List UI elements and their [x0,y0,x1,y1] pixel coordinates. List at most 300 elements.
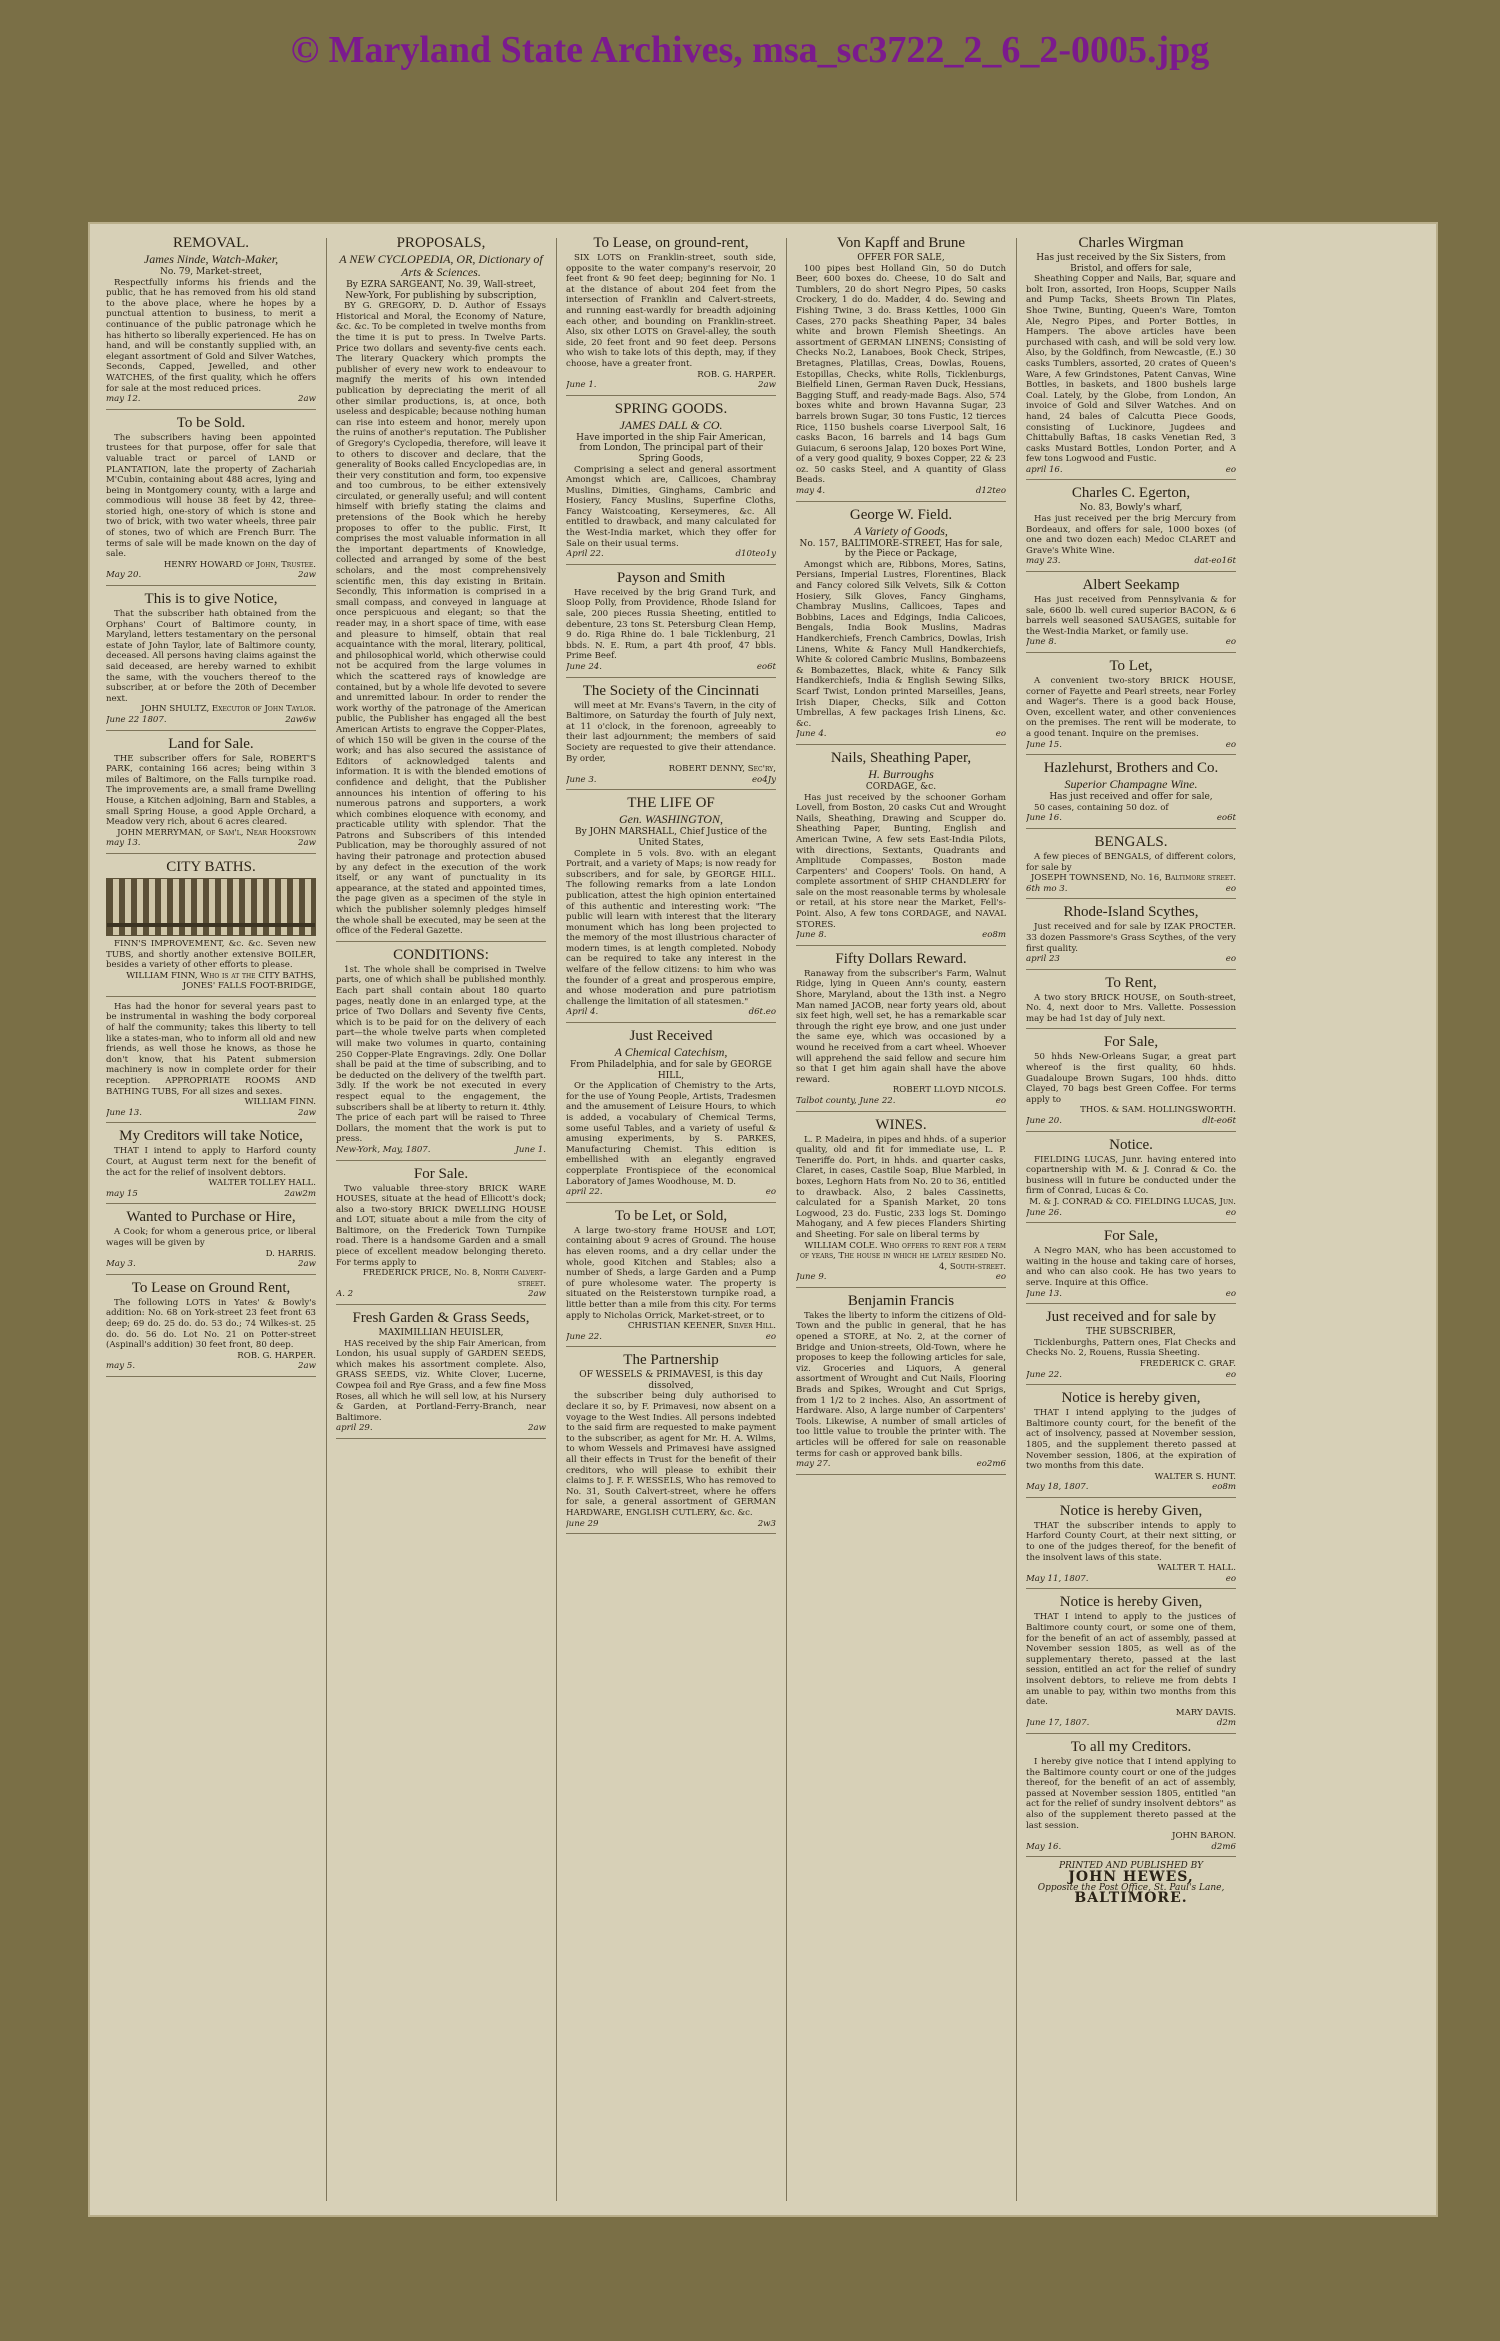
ad-date: June 22. [1026,1369,1062,1380]
ad-subheading: Has just received by the Six Sisters, from Bristol, and offers for sale, [1036,253,1226,274]
ad-heading: THE LIFE OF [627,795,715,812]
ad-date: June 13. [106,1107,142,1118]
ad-subheading: Has just received and offer for sale, [1049,792,1213,803]
ad-dateline [566,1007,776,1018]
ad-date: April 22. [566,549,604,560]
ad-date: June 24. [566,662,602,672]
ad-dateline [106,838,316,849]
ad-date: april 16. [1026,464,1063,475]
ad-tag: 2aw2m [284,1188,316,1199]
ad-date: May 16. [1026,1841,1062,1852]
ad-heading: Land for Sale. [168,735,254,752]
ad-signature: M. & J. CONRAD & CO. FIELDING LUCAS, Jun. [1029,1197,1236,1207]
ad-subheading: No. 79, Market-street, [159,267,263,277]
ad-signature: JOSEPH TOWNSEND, No. 16, Baltimore street. [1030,873,1236,884]
ad-tag: 2aw [528,1289,546,1300]
ad-tag: 2aw [298,394,316,405]
ad-tag: 2aw6w [285,714,316,725]
ad-date: June 22 1807. [106,714,167,725]
ad-tag: eo6t [756,662,776,672]
ad-tag: eo [995,729,1006,740]
ad-dateline [566,1187,776,1198]
ad-title: A Variety of Goods, [854,523,948,538]
newspaper-page [88,222,1438,2217]
ad-body: L. P. Madeira, in pipes and hhds. of a superior quality, old and fit for immediate use, L. P. Teneriffe do. Port, in hhds. and quarter casks, Claret, in cases, Castile Soap, Blue Marbled, in boxes, Leghorn Hats from No. 20 to 36, entitled to drawback. Also, 2 bales Cassinetts, calculated for a Spanish Market, 20 tons Logwood, 23 do. Fustic, 233 logs St. Domingo Mahogany, and A few pieces Flanders Shirting and Sheeting. For sale on liberal terms by [796,1134,1006,1240]
advertisement [1026,1225,1236,1304]
ad-date: Talbot county, June 22. [796,1095,896,1106]
advertisement [106,733,316,854]
ad-heading: For Sale, [1103,1034,1159,1051]
ad-date: May 11, 1807. [1026,1573,1089,1584]
ad-heading: Benjamin Francis [847,1292,955,1309]
ad-dateline [106,1108,316,1119]
ad-dateline [796,930,1006,941]
ad-body: Respectfully informs his friends and the public, that he has removed from his old stand to the above place, where he hopes by a punctual attention to business, to merit a continuance of the public patronage which he has hitherto so liberally experienced. He has on hand, and will be constantly supplied with, an elegant assortment of Gold and Silver Watches, Seconds, Capped, Jewelled, and other WATCHES, of the first quality, which he offers for sale at the most reduced prices. [106,277,316,394]
ad-subheading: CORDAGE, &c. [865,781,937,792]
ad-dateline [1026,1482,1236,1493]
advertisement [106,1125,316,1204]
ad-date: June 4. [796,729,827,740]
ad-tag: June 1. [515,1144,546,1155]
ad-body: THAT I intend applying to the judges of Baltimore county court, for the benefit of the act of insolvency, passed at November session, 1805, and the supplement thereto passed at November session, 1806, at the expiration of two months from this date. [1026,1408,1236,1472]
advertisement [336,944,546,1161]
ad-heading: My Creditors will take Notice, [119,1128,303,1145]
ad-dateline [1026,1842,1236,1853]
ad-date: June 15. [1026,739,1062,750]
ad-date: New-York, May, 1807. [336,1144,431,1155]
ad-dateline [106,1259,316,1270]
ad-subheading: From Philadelphia, and for sale by GEORGE HILL, [570,1060,772,1081]
ad-heading: Just received and for sale by [1045,1309,1217,1326]
ad-heading: Wanted to Purchase or Hire, [126,1209,296,1226]
ad-date: June 13. [1026,1288,1062,1299]
ad-dateline [796,1272,1006,1283]
ad-signature: WALTER T. HALL. [1157,1563,1236,1574]
ad-tag: 2aw [528,1423,546,1434]
ad-dateline [1026,1370,1236,1381]
ad-dateline [1026,1574,1236,1585]
ad-heading: Charles Wirgman [1078,235,1184,251]
ad-dateline [106,570,316,581]
ad-date: May 3. [106,1259,136,1270]
advertisement [336,1307,546,1439]
ad-heading: For Sale, [1103,1228,1159,1245]
ad-heading: SPRING GOODS. [614,400,728,417]
ad-dateline [796,486,1006,497]
advertisement [106,999,316,1124]
advertisement [1026,1500,1236,1590]
advertisement [1026,972,1236,1030]
ad-tag: d12teo [975,486,1006,497]
column-5 [1026,232,1236,2207]
ad-heading: To be Let, or Sold, [614,1207,728,1224]
ad-date: may 12. [106,394,141,405]
ad-tag: eo [1225,739,1236,750]
ad-dateline [1026,1208,1236,1219]
ad-signature: WALTER TOLLEY HALL. [208,1178,316,1189]
column-3 [566,232,776,2207]
ad-title: A NEW CYCLOPEDIA, OR, Dictionary of Arts & Sciences. [339,252,543,279]
ad-signature: ROB. G. HARPER. [237,1350,316,1361]
ad-date: June 16. [1026,813,1062,824]
ad-dateline [106,1189,316,1200]
ad-date: april 22. [566,1187,603,1198]
ad-dateline [336,1423,546,1434]
ad-body: Just received and for sale by IZAK PROCTER. 33 dozen Passmore's Grass Scythes, of the very first quality. [1026,922,1236,954]
ad-heading: Notice is hereby Given, [1059,1502,1203,1519]
advertisement [106,232,316,410]
ad-heading: Just Received [629,1028,713,1045]
ad-body: Amongst which are, Ribbons, Mores, Satins, Persians, Imperial Lustres, Florentines, Black and Fancy colored Silk Velvets, Silk & Cotton Hosiery, Silk Gloves, Fancy Ginghams, Chambray Muslins, Callicoes, Tapes and Bobbins, Laces and Edgings, India Calicoes, Bengals, India Book Muslins, Madras Handkerchiefs, French Cambrics, Dowlas, Irish Linens, White & Fancy Mull Handkerchiefs, White & colored Cambric Muslins, Bombazeens & Bombazettes, Black, white & Fancy Silk Handkerchiefs, India & English Sewing Silks, Scarf Twist, London printed Marseilles, Jeans, Irish Diaper, Checks, Silk and Cotton Umbrellas, A few packages Irish Linens, &c. &c. [796,559,1006,729]
ad-heading: To be Sold. [176,414,246,431]
ad-body: That the subscriber hath obtained from the Orphans' Court of Baltimore county, in Maryland, letters testamentary on the personal estate of John Taylor, late of Baltimore county, deceased. All persons having claims against the said deceased, are hereby warned to exhibit the same, with the vouchers thereof to the subscriber, at or before the 20th of December next. [106,609,316,704]
ad-body: The subscribers having been appointed trustees for that purpose, offer for sale that valuable tract or parcel of LAND or PLANTATION, late the property of Zachariah M'Cubin, containing about 488 acres, lying and being in Montgomery county, with a large and commodious will house 38 feet by 42, three-storied high, one-story of which is stone and two of brick, with two water wheels, three pair of stones, two of which are French Burr. The terms of sale will be made known on the day of sale. [106,432,316,560]
ad-tag: 2aw [298,570,316,581]
ad-heading: WINES. [875,1116,927,1133]
advertisement [796,1290,1006,1475]
ad-tag: eo8m [982,930,1006,941]
ad-signature: JOHN BARON. [1172,1831,1236,1842]
ad-signature: FREDERICK PRICE, No. 8, North Calvert-street. [362,1268,546,1289]
ad-signature: CHRISTIAN KEENER, Silver Hill. [627,1321,776,1332]
ad-date: June 22. [566,1331,602,1342]
ad-body: THAT I intend to apply to Harford county Court, at August term next for the benefit of the act for the relief of insolvent debtors. [106,1146,316,1178]
ad-body: Or the Application of Chemistry to the Arts, for the use of Young People, Artists, Tradesmen and the amusement of Leisure Hours, to which is added, a vocabulary of Chemical Terms, some useful Tables, and a variety of useful & amusing experiments, by S. PARKES, Manufacturing Chemist. This edition is embellished with an elegantly engraved copperplate Frontispiece of the economical Laboratory of James Woodhouse, M. D. [566,1081,776,1187]
ad-body: Ticklenburghs, Pattern ones, Flat Checks and Checks No. 2, Rouens, Russia Sheeting. [1026,1337,1236,1359]
ad-heading: Notice is hereby given, [1061,1390,1201,1407]
ad-body: will meet at Mr. Evans's Tavern, in the city of Baltimore, on Saturday the fourth of July next, at 11 o'clock, in the forenoon, agreeably to their last adjournment; the members of said Society are requested to give their attendance. By order, [566,700,776,764]
ad-tag: 2w3 [757,1518,776,1529]
ad-body: A two story BRICK HOUSE, on South-street, No. 4, next door to Mrs. Vallette. Possession may be had 1st day of July next. [1026,992,1236,1024]
ad-tag: eo [1225,1573,1236,1584]
ad-date: may 4. [796,486,826,497]
ad-date: 6th mo 3. [1026,883,1068,894]
ad-date: A. 2 [336,1289,354,1300]
ad-tag: 2aw [758,380,776,391]
ad-date: May 20. [106,570,142,581]
ad-heading: To Let, [1109,658,1153,674]
advertisement [566,1025,776,1203]
ad-signature: ROBERT LLOYD NICOLS. [892,1085,1006,1096]
advertisement [1026,831,1236,899]
ad-body: FIELDING LUCAS, Junr. having entered into copartnership with M. & J. Conrad & Co. the business will in future be conducted under the firm of Conrad, Lucas & Co. [1026,1154,1236,1197]
ad-dateline [1026,740,1236,751]
ad-date: June 20. [1026,1116,1062,1127]
advertisement [566,1349,776,1534]
ad-dateline [1026,1289,1236,1300]
advertisement [1026,757,1236,829]
ad-body: The following LOTS in Yates' & Bowly's addition: No. 68 on York-street 23 feet front 63 deep; 69 do. 25 do. do. 53 do.; 74 Wilkes-st. 25 do. do. 56 do. Lot No. 21 on Potter-street (Aspinall's addition) 30 feet front, 80 deep. [106,1297,316,1351]
ad-body: Two valuable three-story BRICK WARE HOUSES, situate at the head of Ellicott's dock; also a two-story BRICK DWELLING HOUSE and LOT, situate about a mile from the city of Baltimore, on the Frederick Town Turnpike road. There is a handsome Garden and a small piece of excellent meadow belonging thereto. For terms apply to [336,1183,546,1268]
advertisement [566,1205,776,1348]
advertisement [566,567,776,678]
ad-tag: eo4Jy [751,774,776,785]
ad-signature: MARY DAVIS. [1175,1707,1236,1718]
advertisement [796,948,1006,1112]
ad-signature: HENRY HOWARD of John, Trustee. [163,559,316,570]
ad-heading: CITY BATHS. [166,858,256,875]
ad-tag: eo [995,1272,1006,1283]
ad-signature: FREDERICK C. GRAF. [1139,1358,1236,1369]
advertisement [566,680,776,791]
ad-dateline [1026,954,1236,965]
advertisement [106,856,316,997]
ad-body: Comprising a select and general assortment Amongst which are, Callicoes, Chambray Muslins, Dimities, Ginghams, Cambric and Hosiery, Fancy Muslins, Superfine Cloths, Fancy Waistcoating, Kerseymeres, &c. All entitled to drawback, and many calculated for the West-India market, which they offer for Sale on their usual terms. [566,464,776,549]
ad-date: may 23. [1026,556,1061,567]
ad-signature: THOS. & SAM. HOLLINGSWORTH. [1080,1105,1236,1116]
ad-title: Gen. WASHINGTON, [619,812,723,827]
ad-date: may 15 [106,1188,138,1199]
ad-date: June 8. [1026,637,1057,648]
ad-date: june 29 [566,1518,599,1529]
ad-tag: eo8m [1212,1482,1236,1493]
ad-heading: For Sale. [413,1165,469,1182]
ad-signature: WILLIAM COLE. Who offers to rent for a term of years, The house in which he lately resided No. 4, South-street. [799,1240,1006,1272]
ad-body: Takes the liberty to inform the citizens of Old-Town and the public in general, that he has opened a STORE, at No. 2, at the corner of Bridge and Union-streets, Old-Town, where he proposes to keep the following articles for sale, viz. Groceries and Liquors, A general assortment of Wrought and Cut Nails, Flooring Brads and Spikes, Wrought and Cut Sprigs, from 1 1/2 to 2 inches. Also, An assortment of Hardware. Also, A large number of Carpenters' Tools. Likewise, A number of small articles of too little value to trouble the printer with. The articles will be offered for sale on reasonable terms for cash or approved bank bills. [796,1310,1006,1459]
advertisement [566,398,776,565]
ad-body: FINN'S IMPROVEMENT, &c. &c. Seven new TUBS, and shortly another extensive BOILER, besides a variety of other efforts to please. [106,938,316,971]
ad-body: Has just received by the schooner Gorham Lovell, from Boston, 20 casks Cut and Wrought Nails, Sheathing, Drawing and Scupper do. Sheathing Paper, Bunting, English and American Twine, A few sets East-India Pilots, with directions, Sextants, Quadrants and Amplitude Compasses, Boston made Carpenters' and Coopers' Tools. On hand, A complete assortment of SHIP CHANDLERY for sale on the most reasonable terms by wholesale or retail, at his store near the Market, Fell's-Point. Also, A few tons CORDAGE, and NAVAL STORES. [796,792,1006,930]
ad-body: A large two-story frame HOUSE and LOT, containing about 9 acres of Ground. The house has eleven rooms, and a dry cellar under the whole, good Kitchen and Stables; also a number of Sheds, a large Garden and a Pump of pure wholesome water. The property is situated on the Reisterstown turnpike road, a little better than a mile from this city. For terms apply to Nicholas Orrick, Market-street, or to [566,1225,776,1321]
ad-body: Has just received from Pennsylvania & for sale, 6600 lb. well cured superior BACON, & 6 barrels well seasoned SAUSAGES, suitable for the West-India Market, or family use. [1026,595,1236,637]
ad-dateline [566,1332,776,1343]
advertisement [1026,232,1236,480]
ad-date: June 8. [796,930,827,941]
ad-signature: WALTER S. HUNT. [1154,1471,1236,1482]
ad-body: A few pieces of BENGALS, of different colors, for sale by [1026,851,1236,873]
ad-subheading: By EZRA SARGEANT, No. 39, Wall-street, New-York, For publishing by subscription, [345,280,537,301]
advertisement [1026,655,1236,755]
ad-heading: Rhode-Island Scythes, [1063,904,1199,921]
advertisement [796,747,1006,946]
ad-heading: Charles C. Egerton, [1071,485,1191,502]
ad-heading: To Lease on Ground Rent, [131,1279,291,1296]
ad-date: april 29. [336,1423,373,1434]
advertisement [106,412,316,586]
ad-body: BY G. GREGORY, D. D. Author of Essays Historical and Moral, the Economy of Nature, &c. &c. To be completed in twelve months from the time it is put to press. In Twelve Parts. Price two dollars and seventy-five cents each. The literary Quackery which prompts the publisher of every new work to endeavour to magnify the merits of his own intended publication by depreciating the merit of all other similar productions, is, at once, both useless and despicable; because nothing human can rise into esteem and honor, merely upon the ruins of another's reputation. The Publisher of Gregory's Cyclopedia, therefore, will leave it to others to discover and declare, that the generality of Books called Encyclopedias are, in their very constitution and form, too expensive and too cumbrous, to be either extensively circulated, or generally useful; and will content himself with briefly stating the claims and pretensions of the Book which he hereby proposes to offer to the public. First, It comprises the most valuable information in all the important departments of Knowledge, collected and arranged by some of the best scholars, and the most comprehensively scientific men, this day existing in Britain. Secondly, This information is comprised in a small compass, and conveyed in language at once perspicuous and elegant; so that the reader may, in a short space of time, with ease and pleasure to himself, obtain that real acquaintance with the moral, literary, political, and philosophical world, which otherwise could not be acquired from the large volumes in which the scattered rays of knowledge are contained, but by a whole life devoted to severe and unremitted labour. In order to render the work worthy of the patronage of the American public, the Publisher has engaged all the best American Artists to engrave the Copper-Plates, of which 150 will be given in the course of the work; and has also secured the assistance of Editors of acknowledged talents and information. It is with the blended emotions of confidence and delight, that the Publisher announces his intention of offering to his numerous patrons and supporters, a work which combines eloquence with economy, and practicable utility with splendor. That the Patrons and Subscribers of this intended Publication, may be thoroughly assured of not having their patronage and protection abused by any defect in the execution of the work itself, or any want of punctuality in its appearance, at the stated and appointed times, the page given as a specimen of the style in which the publisher solemnly pledges himself the whole shall be executed, may be seen at the office of the Federal Gazette. [336,301,546,937]
ad-dateline [1026,884,1236,895]
ad-dateline [106,715,316,726]
baths-woodcut [106,878,316,936]
ad-tag: 2aw [298,1361,316,1372]
advertisement [1026,1031,1236,1131]
advertisement [1026,1736,1236,1857]
ad-tag: eo6t [1216,813,1236,824]
ad-body: THE subscriber offers for Sale, ROBERT'S PARK, containing 166 acres; being within 3 miles of Baltimore, on the Falls turnpike road. The improvements are, a small frame Dwelling House, a Kitchen adjoining, Barn and Stables, a small Spring House, a good Apple Orchard, a Meadow very rich, about 6 acres cleared. [106,753,316,828]
column-rule [556,238,557,2201]
ad-title: JAMES DALL & CO. [619,417,723,432]
ad-dateline [566,380,776,391]
ad-heading: The Partnership [623,1352,719,1369]
advertisement [1026,1306,1236,1385]
advertisement [106,588,316,731]
ad-dateline [106,394,316,405]
ad-date: June 17, 1807. [1026,1718,1090,1729]
ad-subheading: THE SUBSCRIBER, [1086,1327,1176,1338]
ad-date: June 1. [566,380,597,391]
ad-body: Ranaway from the subscriber's Farm, Walnut Ridge, lying in Queen Ann's county, eastern Shore, Maryland, about the 13th inst. a Negro Man named JACOB, near forty years old, about six feet high, well set, he has a remarkable scar through the right eye brow, and one just under the same eye, which was occasioned by a wound he received from a cart wheel. Whoever will apprehend the said fellow and secure him so that I get him again shall have the above reward. [796,968,1006,1085]
ad-heading: PROPOSALS, [396,235,486,251]
ad-subheading: By JOHN MARSHALL, Chief Justice of the United States, [575,827,767,848]
ad-body: HAS received by the ship Fair American, from London, his usual supply of GARDEN SEEDS, which makes his assortment complete. Also, GRASS SEEDS, viz. White Clover, Lucerne, Cowpea foil and Rye Grass, and a few fine Moss Roses, all which he will sell low, at his Nursery & Garden, at Portland-Ferry-Branch, near Baltimore. [336,1338,546,1423]
ad-dateline [1026,465,1236,476]
ad-dateline [1026,1718,1236,1729]
ad-dateline [106,1361,316,1372]
ad-tag: dlt-eo6t [1202,1116,1236,1127]
advertisement [796,504,1006,745]
imprint-line2: JOHN HEWES, [1068,1868,1194,1885]
ad-tag: d6t.eo [748,1007,776,1018]
advertisement [106,1206,316,1274]
ad-signature: WILLIAM FINN, Who is at the CITY BATHS, JONES' FALLS FOOT-BRIDGE, [126,970,316,992]
advertisement [1026,574,1236,653]
ad-signature: ROBERT DENNY, Sec'ry, [668,764,776,775]
ad-subheading: No. 83, Bowly's wharf, [1079,503,1183,514]
imprint-line1: PRINTED AND PUBLISHED BY [1058,1861,1204,1872]
ad-tag: eo2m6 [976,1459,1006,1470]
ad-tag: 2aw [298,1259,316,1270]
advertisement [336,232,546,942]
ad-heading: The Society of the Cincinnati [582,682,760,699]
column-4 [796,232,1006,2207]
ad-date: June 26. [1026,1207,1062,1218]
ad-heading: Payson and Smith [616,569,726,586]
ad-dateline [1026,1116,1236,1127]
ad-dateline [336,1289,546,1300]
ad-dateline [566,662,776,673]
ad-dateline [1026,813,1236,824]
ad-body: Complete in 5 vols. 8vo. with an elegant Portrait, and a variety of Maps; is now ready for subscribers, and for sale, by GEORGE HILL. The following remarks from a late London publication, attest the high opinion entertained of this authentic and interesting work: "The public will learn with interest that the literary monument which has long been projected to the memory of the most illustrious character of modern times, is at length completed. Nobody can be required to take any interest in the welfare of the fellow citizens: to him who was the founder of a great and prosperous empire, and whose moderation and pure patriotism challenge the limitation of all statesmen." [566,848,776,1007]
ad-heading: CONDITIONS: [393,946,489,963]
ad-body: Has had the honor for several years past to be instrumental in washing the body corporeal of half the community; takes this liberty to tell like a states-man, who to inform all old and new friends, as well those he knows, as those he don't know, that his Patent submersion machinery is now in complete order for their reception. APPROPRIATE ROOMS AND BATHING TUBS, For all sizes and sexes. [106,1001,316,1097]
ad-body: 1st. The whole shall be comprised in Twelve parts, one of which shall be published monthly. Each part shall contain about 180 quarto pages, neatly done in an enlarged type, at the price of Two Dollars and Seventy five Cents, which is to be paid for on the delivery of each part—the whole twelve parts when completed will make two volumes in quarto, containing 250 Copper-Plate Engravings. 2dly. One Dollar shall be paid at the time of subscribing, and to be deducted on the delivery of the twelfth part. 3dly. If the work be not executed in every respect equal to the engagement, the subscribers shall be at liberty to return it. 4thly. The price of each part will be raised to Three Dollars, the moment that the work is put to press. [336,964,546,1145]
ad-date: May 18, 1807. [1026,1482,1089,1493]
advertisement [566,792,776,1023]
ad-heading: REMOVAL. [173,235,249,251]
ad-body: 50 cases, containing 50 doz. of [1034,802,1169,813]
ad-tag: eo [995,1095,1006,1106]
ad-tag: eo [1225,1369,1236,1380]
ad-heading: Hazlehurst, Brothers and Co. [1043,760,1219,777]
ad-tag: 2aw [298,838,316,849]
ad-heading: This is to give Notice, [144,591,278,608]
imprint-line3: Opposite the Post Office, St. Paul's Lane, [1037,1882,1225,1893]
ad-title: James Ninde, Watch-Maker, [143,252,279,266]
column-2 [336,232,546,2207]
ad-heading: Notice is hereby Given, [1059,1594,1203,1611]
ad-heading: Notice. [1109,1136,1153,1153]
ad-body: SIX LOTS on Franklin-street, south side, opposite to the water company's reservoir, 20 feet front & 90 feet deep; beginning for No. 1 at the distance of about 204 feet from the intersection of Franklin and Calvert-streets, and running east-wardly for breadth adjoining each other, and bounding on Franklin-street. Also, six other LOTS on Gravel-alley, the south side, 20 feet front and 90 feet deep. Persons who wish to take lots of this depth, may, if they choose, have a greater front. [566,253,776,369]
advertisement [1026,1387,1236,1498]
ad-heading: BENGALS. [1094,833,1168,850]
imprint-line4: BALTIMORE. [1074,1890,1188,1907]
ad-tag: 2aw [298,1107,316,1118]
ad-tag: d2m6 [1211,1841,1236,1852]
ad-dateline [796,729,1006,740]
advertisement [566,232,776,396]
ad-date: June 3. [566,774,597,785]
ad-dateline [1026,556,1236,567]
ad-heading: Nails, Sheathing Paper, [830,749,972,766]
advertisement [336,1163,546,1306]
ad-subheading: OFFER FOR SALE, [857,253,945,263]
ad-subheading: OF WESSELS & PRIMAVESI, is this day dissolved, [579,1370,763,1391]
advertisement [796,1114,1006,1288]
ad-dateline [1026,637,1236,648]
column-1 [106,232,316,2207]
ad-tag: eo [765,1187,776,1198]
ad-body: 50 hhds New-Orleans Sugar, a great part whereof is the first quality, 60 hhds. Guadaloupe Brown Sugars, 100 hhds. ditto Clayed, 70 bags best Green Coffee. For terms apply to [1026,1052,1236,1105]
archive-banner: © Maryland State Archives, msa_sc3722_2_6_2-0005.jpg [290,29,1210,71]
advertisement [106,1277,316,1377]
ad-body: Has just received per the brig Mercury from Bordeaux, and offers for sale, 1000 boxes (of one and two dozen each) Medoc CLARET and Grave's White Wine. [1026,514,1236,556]
ad-heading: Von Kapff and Brune [836,235,966,251]
ad-subheading: No. 157, BALTIMORE-STREET, Has for sale, by the Piece or Package, [799,538,1003,560]
ad-title: H. Burroughs [868,766,934,781]
ad-tag: d2m [1216,1718,1236,1729]
ad-body: A Cook; for whom a generous price, or liberal wages will be given by [106,1227,316,1248]
ad-tag: eo [1225,954,1236,965]
ad-tag: eo [1225,1207,1236,1218]
ad-signature: JOHN SHULTZ, Executor of John Taylor. [141,704,316,715]
ad-subheading: Have imported in the ship Fair American, from London, The principal part of their Spring Goods, [576,432,766,464]
ad-subheading: MAXIMILLIAN HEUISLER, [378,1328,504,1339]
ad-body: Sheathing Copper and Nails, Bar, square and bolt Iron, assorted, Iron Hoops, Scupper Nails and Pump Tacks, Sheets Brown Tin Plates, Shoe Twine, Bunting, Queen's Ware, Tomton Ale, Negro Pipes, and Porter Bottles, in Hampers. The above articles have been purchased with cash, and will be sold very low. Also, by the Goldfinch, from Newcastle, (E.) 30 casks Tumblers, assorted, 20 crates of Queen's Ware, A few Grindstones, Patent Canvas, Wine Bottles, in baskets, and 1800 bushels large Coal. Lately, by the Globe, from London, An invoice of Gold and Silver Watches. And on hand, 24 bales of Calcutta Piece Goods, consisting of Luckinore, Jugdees and Chittabully Baftas, 18 casks Venetian Red, 3 casks Mustard Bottles, London Porter, and A few tons Logwood and Fustic. [1026,274,1236,465]
ad-dateline [566,775,776,786]
ad-dateline [566,1519,776,1530]
ad-title: Superior Champagne Wine. [1064,777,1198,792]
advertisement [1026,482,1236,572]
ad-body: THAT the subscriber intends to apply to Harford County Court, at their next sitting, or to one of the judges thereof, for the benefit of the insolvent laws of this state. [1026,1520,1236,1563]
ad-signature: WILLIAM FINN. [244,1097,316,1108]
ad-tag: d10teo1y [735,549,776,560]
ad-heading: Fresh Garden & Grass Seeds, [352,1310,530,1327]
ad-body: I hereby give notice that I intend applying to the Baltimore county court or one of the judges thereof, for the benefit of an act of assembly, passed at November session 1805, entitled "an act for the relief of sundry insolvent debtors" as also of the supplement thereto passed at the last session. [1026,1756,1236,1831]
ad-heading: Fifty Dollars Reward. [835,950,967,967]
ad-date: may 13. [106,838,141,849]
ad-heading: To all my Creditors. [1070,1738,1192,1755]
advertisement [1026,901,1236,969]
ad-dateline [796,1459,1006,1470]
column-rule [786,238,787,2201]
column-rule [1016,238,1017,2201]
ad-dateline [796,1096,1006,1107]
advertisement [1026,1591,1236,1734]
ad-body: A convenient two-story BRICK HOUSE, corner of Fayette and Pearl streets, near Forley and Wager's. There is a good back House, Oven, excellent water, and other conveniences on the premises. The rent will be moderate, to a good tenant. Inquire on the premises. [1026,676,1236,739]
ad-date: June 9. [796,1272,827,1283]
ad-tag: eo [1225,883,1236,894]
advertisement [796,232,1006,502]
ad-dateline [566,549,776,560]
ad-date: may 5. [106,1361,136,1372]
ad-title: A Chemical Catechism, [614,1045,728,1060]
ad-heading: To Lease, on ground-rent, [593,235,749,251]
ad-tag: eo [765,1331,776,1342]
ad-signature: D. HARRIS. [265,1248,316,1259]
ad-tag: dat-eo16t [1194,556,1236,567]
ad-date: April 4. [566,1007,599,1018]
ad-date: april 23 [1026,954,1060,965]
ad-tag: eo [1225,1288,1236,1299]
ad-body: A Negro MAN, who has been accustomed to waiting in the house and taking care of horses, and who can also cook. He has two years to serve. Inquire at this Office. [1026,1246,1236,1288]
ad-dateline [336,1145,546,1156]
ad-body: Have received by the brig Grand Turk, and Sloop Polly, from Providence, Rhode Island for sale, 200 pieces Russia Sheeting, entitled to debenture, 23 tons St. Petersburg Clean Hemp, 9 do. Riga Rhine do. 1 bale Ticklenburg, 21 bbds. N. E. Rum, a part 4th proof, 47 bbls. Prime Beef. [566,587,776,662]
ad-body: 100 pipes best Holland Gin, 50 do Dutch Beer, 600 boxes do. Cheese, 10 do Salt and Tumblers, 20 do short Negro Pipes, 50 casks Crockery, 1 do do. Madder, 4 do. Sewing and Fishing Twine, 3 do. Brass Kettles, 1000 Gin Cases, 270 packs Sheathing Paper, 34 bales white and brown Flemish Sheetings. An assortment of GERMAN LINENS; Consisting of Checks No.2, Lanaboes, Book Check, Stripes, Bretagnes, Platillas, Creas, Dowlas, Rouens, Estopillas, Checks, white Rolls, Ticklenburgs, Bielfield Linen, German Raven Duck, Hessians, Bagging Stuff, and ready-made Bags. Also, 574 boxes white and brown Havanna Sugar, 23 barrels brown Sugar, 30 tons Fustic, 12 tierces Rice, 1150 bushels coarse Liverpool Salt, 16 casks Bacon, 16 barrels and 14 bags Gum Guiacum, 6 seroons Jalap, 120 boxes Port Wine, of a very good quality, 9 boxes Copper, 22 & 23 oz. 50 casks Steel, and A quantity of Glass Beads. [796,263,1006,486]
ad-tag: eo [1225,464,1236,475]
ad-tag: eo [1225,637,1236,648]
ad-signature: ROB. G. HARPER. [697,369,776,380]
ad-date: may 27. [796,1459,831,1470]
